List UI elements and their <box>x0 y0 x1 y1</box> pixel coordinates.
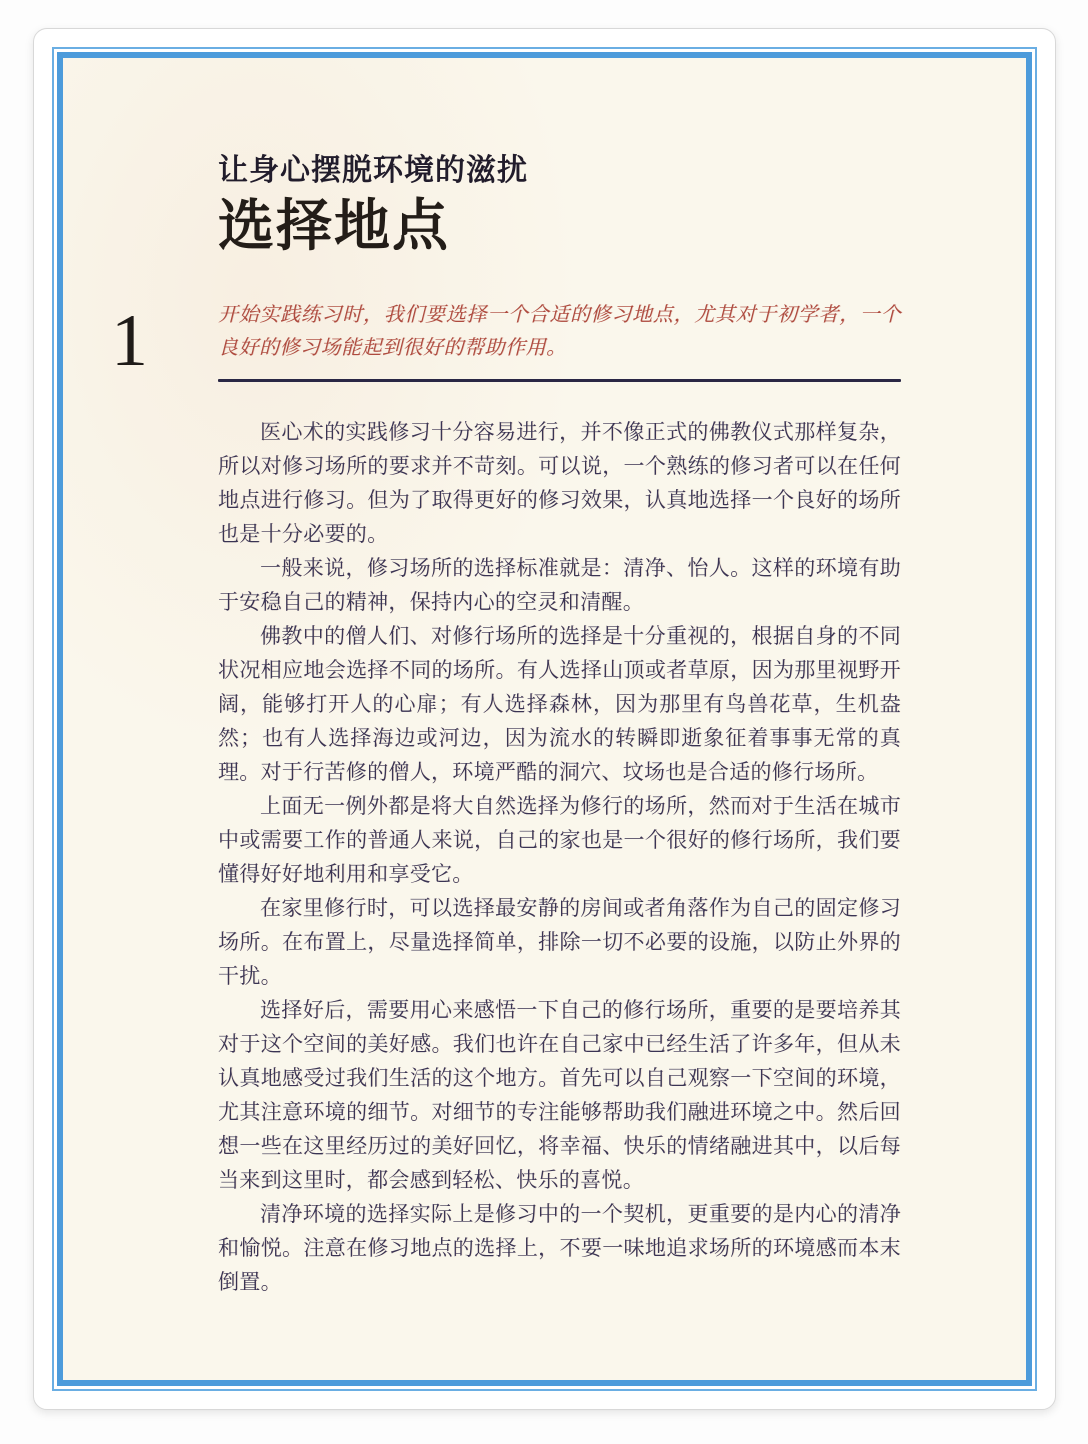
chapter-subtitle: 让身心摆脱环境的滋扰 <box>218 154 528 187</box>
blue-frame-inner <box>57 52 1032 1386</box>
body-paragraph: 一般来说，修习场所的选择标准就是：清净、怡人。这样的环境有助于安稳自己的精神，保持内心的空灵和清醒。 <box>218 556 901 615</box>
body-paragraph: 佛教中的僧人们、对修行场所的选择是十分重视的，根据自身的不同状况相应地会选择不同的场所。有人选择山顶或者草原，因为那里视野开阔，能够打开人的心扉；有人选择森林，因为那里有鸟兽花草，生机盎然；也有人选择海边或河边，因为流水的转瞬即逝象征着事事无常的真理。对于行苦修的僧人，环境严酷的洞穴、坟场也是合适的修行场所。 <box>218 624 901 785</box>
body-text <box>218 415 901 1299</box>
blue-frame-outer <box>52 47 1037 1391</box>
body-paragraph: 在家里修行时，可以选择最安静的房间或者角落作为自己的固定修习场所。在布置上，尽量选择简单，排除一切不必要的设施，以防止外界的干扰。 <box>218 896 901 989</box>
book-page-card <box>33 28 1056 1410</box>
intro-quote: 开始实践练习时，我们要选择一个合适的修习地点，尤其对于初学者，一个良好的修习场能起到很好的帮助作用。 <box>218 304 901 360</box>
chapter-title: 选择地点 <box>218 196 450 258</box>
body-paragraph: 医心术的实践修习十分容易进行，并不像正式的佛教仪式那样复杂，所以对修习场所的要求并不苛刻。可以说，一个熟练的修习者可以在任何地点进行修习。但为了取得更好的修习效果，认真地选择一个良好的场所也是十分必要的。 <box>218 420 901 547</box>
body-paragraph: 选择好后，需要用心来感悟一下自己的修行场所，重要的是要培养其对于这个空间的美好感。我们也许在自己家中已经生活了许多年，但从未认真地感受过我们生活的这个地方。首先可以自己观察一下空间的环境，尤其注意环境的细节。对细节的专注能够帮助我们融进环境之中。然后回想一些在这里经历过的美好回忆，将幸福、快乐的情绪融进其中，以后每当来到这里时，都会感到轻松、快乐的喜悦。 <box>218 998 901 1193</box>
chapter-number: 1 <box>111 300 148 382</box>
body-paragraph: 清净环境的选择实际上是修习中的一个契机，更重要的是内心的清净和愉悦。注意在修习地点的选择上，不要一味地追求场所的环境感而本末倒置。 <box>218 1202 901 1295</box>
page-paper <box>63 58 1026 1380</box>
divider-rule <box>218 379 901 382</box>
body-paragraph: 上面无一例外都是将大自然选择为修行的场所，然而对于生活在城市中或需要工作的普通人来说，自己的家也是一个很好的修行场所，我们要懂得好好地利用和享受它。 <box>218 794 901 887</box>
